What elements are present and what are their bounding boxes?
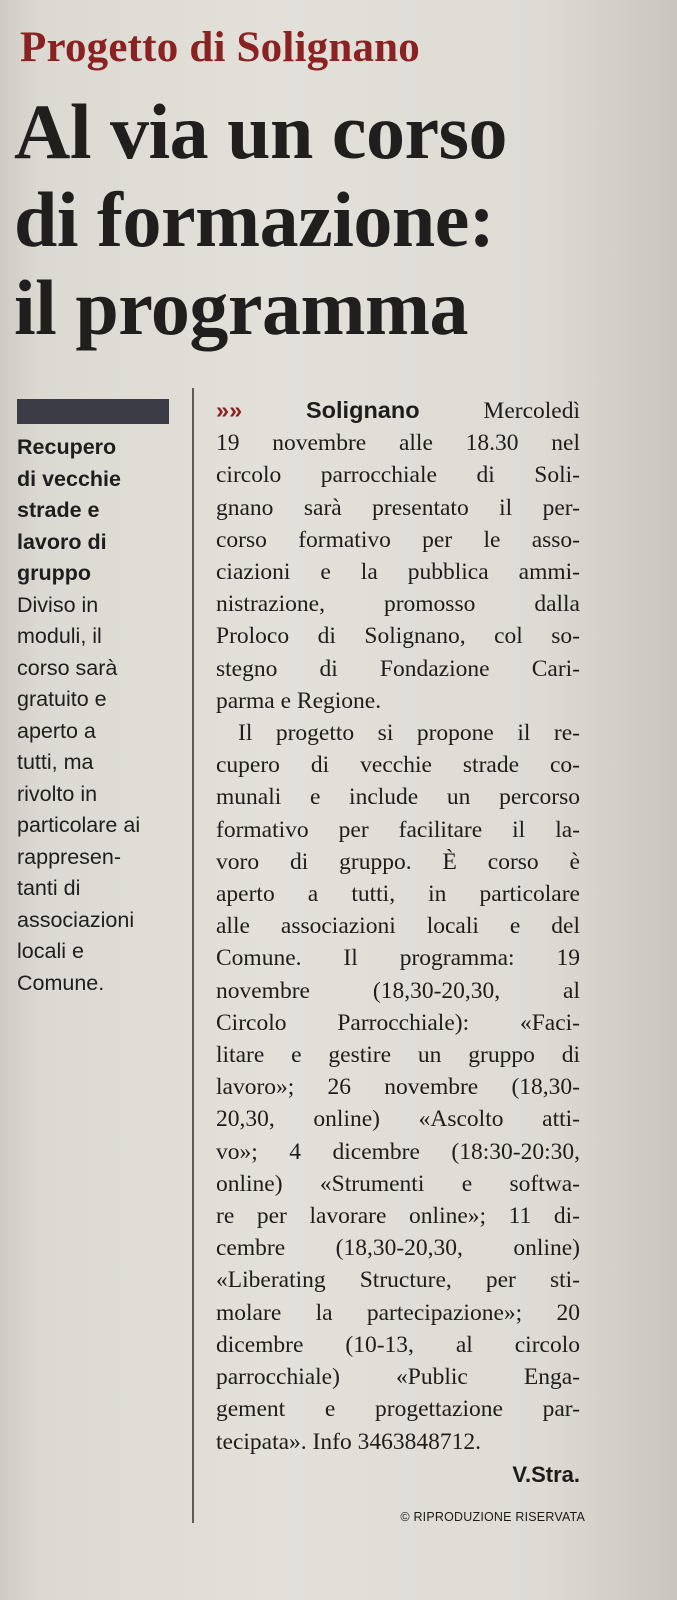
article-line: cupero di vecchie strade co- [216, 752, 580, 779]
article-line: aperto a tutti, in particolare [216, 881, 580, 908]
dateline-place: Solignano [306, 397, 420, 423]
sidebar-title-line: strade e [17, 498, 100, 522]
article-line: alle associazioni locali e del [216, 913, 580, 940]
article-line: parma e Regione. [216, 687, 382, 714]
article-line: litare e gestire un gruppo di [216, 1042, 580, 1069]
column-divider [192, 388, 194, 1523]
headline [14, 88, 654, 352]
sidebar-body-line: particolare ai [17, 813, 141, 837]
article-line: novembre (18,30-20,30, al [216, 977, 580, 1004]
sidebar-body-line: tanti di [17, 876, 81, 900]
kicker: Progetto di Solignano [20, 24, 420, 71]
article-line: lavoro»; 26 novembre (18,30- [216, 1074, 580, 1101]
article-line: tecipata». Info 3463848712. [216, 1428, 481, 1455]
sidebar-box [17, 432, 182, 999]
article-line: 20,30, online) «Ascolto atti- [216, 1106, 580, 1133]
headline-line: di formazione: [14, 176, 495, 263]
article-line: dicembre (10-13, al circolo [216, 1331, 580, 1358]
sidebar-title-line: Recupero [17, 435, 117, 459]
paragraph-1 [216, 427, 580, 717]
headline-line: Al via un corso [14, 88, 508, 175]
sidebar-header-bar [17, 399, 169, 424]
article-line: munali e include un percorso [216, 784, 580, 811]
article-line: Comune. Il programma: 19 [216, 945, 580, 972]
article-line: re per lavorare online»; 11 di- [216, 1203, 580, 1230]
article-line: Circolo Parrocchiale): «Faci- [216, 1009, 580, 1036]
sidebar-body-line: corso sarà [17, 655, 118, 680]
article-line: vo»; 4 dicembre (18:30-20:30, [216, 1138, 580, 1165]
dateline-marker-icon: » [216, 397, 230, 423]
article-line: Proloco di Solignano, col so- [216, 623, 580, 650]
article-line: 19 novembre alle 18.30 nel [216, 430, 580, 457]
sidebar-body-line: rappresen- [17, 844, 121, 869]
article-line: corso formativo per le asso- [216, 526, 580, 553]
article-line: gnano sarà presentato il per- [216, 494, 580, 521]
article-line: Il progetto si propone il re- [238, 720, 580, 747]
article-line: formativo per facilitare il la- [216, 816, 580, 843]
author-signature: V.Stra. [512, 1462, 580, 1487]
article-line: stegno di Fondazione Cari- [216, 655, 580, 682]
article-line: parrocchiale) «Public Enga- [216, 1364, 580, 1391]
article-line: «Liberating Structure, per sti- [216, 1267, 580, 1294]
sidebar-body-line: moduli, il [17, 624, 102, 648]
article-line: circolo parrocchiale di Soli- [216, 462, 580, 489]
sidebar-body-line: locali e [17, 939, 84, 963]
sidebar-body-line: Comune. [17, 970, 105, 995]
copyright-notice: © RIPRODUZIONE RISERVATA [400, 1510, 585, 1524]
article-line: molare la partecipazione»; 20 [216, 1299, 580, 1326]
sidebar-title-line: lavoro di [17, 529, 107, 554]
sidebar-title-line: gruppo [17, 561, 92, 585]
sidebar-body-line: Diviso in [17, 592, 99, 617]
article-line: gement e progettazione par- [216, 1396, 580, 1423]
article-line: ciazioni e la pubblica ammi- [216, 559, 580, 586]
paragraph-2 [216, 717, 580, 1458]
article-line: cembre (18,30-20,30, online) [216, 1235, 580, 1262]
sidebar-title-line: di vecchie [17, 466, 121, 491]
headline-line: il programma [14, 264, 469, 351]
article-line: voro di gruppo. È corso è [216, 848, 580, 875]
sidebar-body-line: aperto a [17, 718, 96, 743]
sidebar-body-line: associazioni [17, 907, 135, 932]
sidebar-body-line: tutti, ma [17, 750, 94, 774]
article-line: nistrazione, promosso dalla [216, 591, 580, 618]
dateline-rest: Mercoledì [483, 398, 580, 424]
article-line: online) «Strumenti e softwa- [216, 1170, 580, 1197]
article-body [216, 394, 580, 1458]
sidebar-body-line: rivolto in [17, 781, 98, 806]
dateline: »» Solignano Mercoledì [216, 397, 580, 424]
sidebar-body-line: gratuito e [17, 687, 107, 711]
